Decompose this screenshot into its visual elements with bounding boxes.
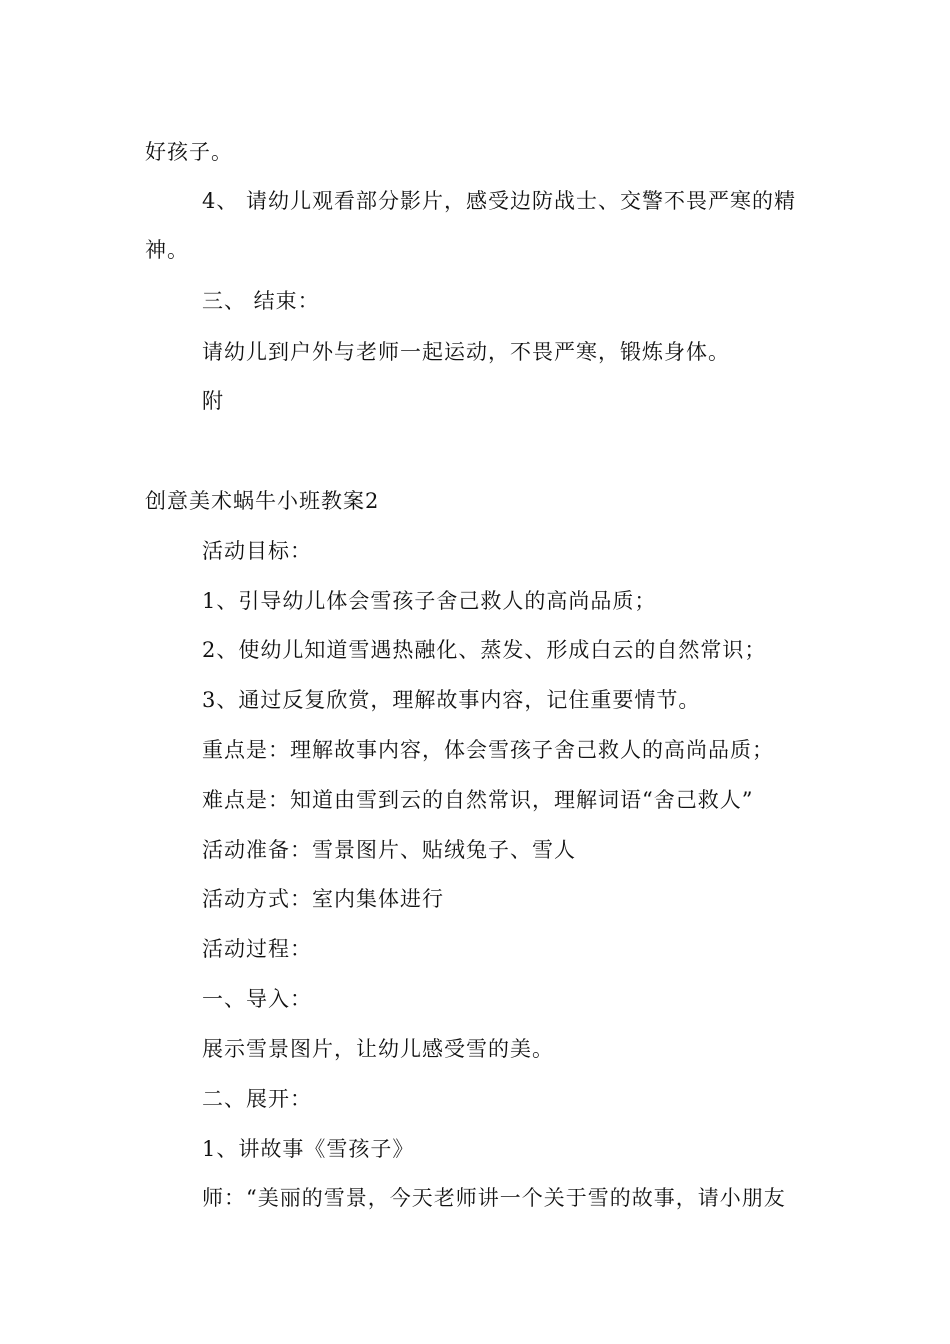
- text-line-step-4: 4、 请幼儿观看部分影片，感受边防战士、交警不畏严寒的精: [202, 189, 797, 213]
- text-line-preparation: 活动准备：雪景图片、贴绒兔子、雪人: [202, 838, 576, 862]
- document-title: 创意美术蜗牛小班教案2: [145, 489, 380, 513]
- goal-item-1: 1、引导幼儿体会雪孩子舍己救人的高尚品质；: [202, 589, 657, 613]
- section-heading-end: 三、 结束：: [202, 289, 320, 313]
- text-line-show-images: 展示雪景图片，让幼儿感受雪的美。: [202, 1037, 554, 1061]
- section-heading-goals: 活动目标：: [202, 539, 312, 563]
- text-line-key-point: 重点是：理解故事内容，体会雪孩子舍己救人的高尚品质；: [202, 738, 774, 762]
- text-line-teacher-speech: 师：“美丽的雪景，今天老师讲一个关于雪的故事，请小朋友: [202, 1186, 786, 1210]
- text-line-step-4-wrap: 神。: [145, 238, 189, 262]
- text-line-difficulty: 难点是：知道由雪到云的自然常识，理解词语“舍己救人”: [202, 788, 754, 812]
- step-heading-develop: 二、展开：: [202, 1087, 312, 1111]
- text-line-method: 活动方式：室内集体进行: [202, 887, 444, 911]
- goal-item-2: 2、使幼儿知道雪遇热融化、蒸发、形成白云的自然常识；: [202, 638, 767, 662]
- step-heading-intro: 一、导入：: [202, 987, 312, 1011]
- goal-item-3: 3、通过反复欣赏，理解故事内容，记住重要情节。: [202, 688, 701, 712]
- text-line-outdoor: 请幼儿到户外与老师一起运动，不畏严寒，锻炼身体。: [202, 340, 730, 364]
- text-line-appendix: 附: [202, 389, 224, 413]
- section-heading-process: 活动过程：: [202, 937, 312, 961]
- text-line-story: 1、讲故事《雪孩子》: [202, 1137, 415, 1161]
- text-line-continuation: 好孩子。: [145, 140, 233, 164]
